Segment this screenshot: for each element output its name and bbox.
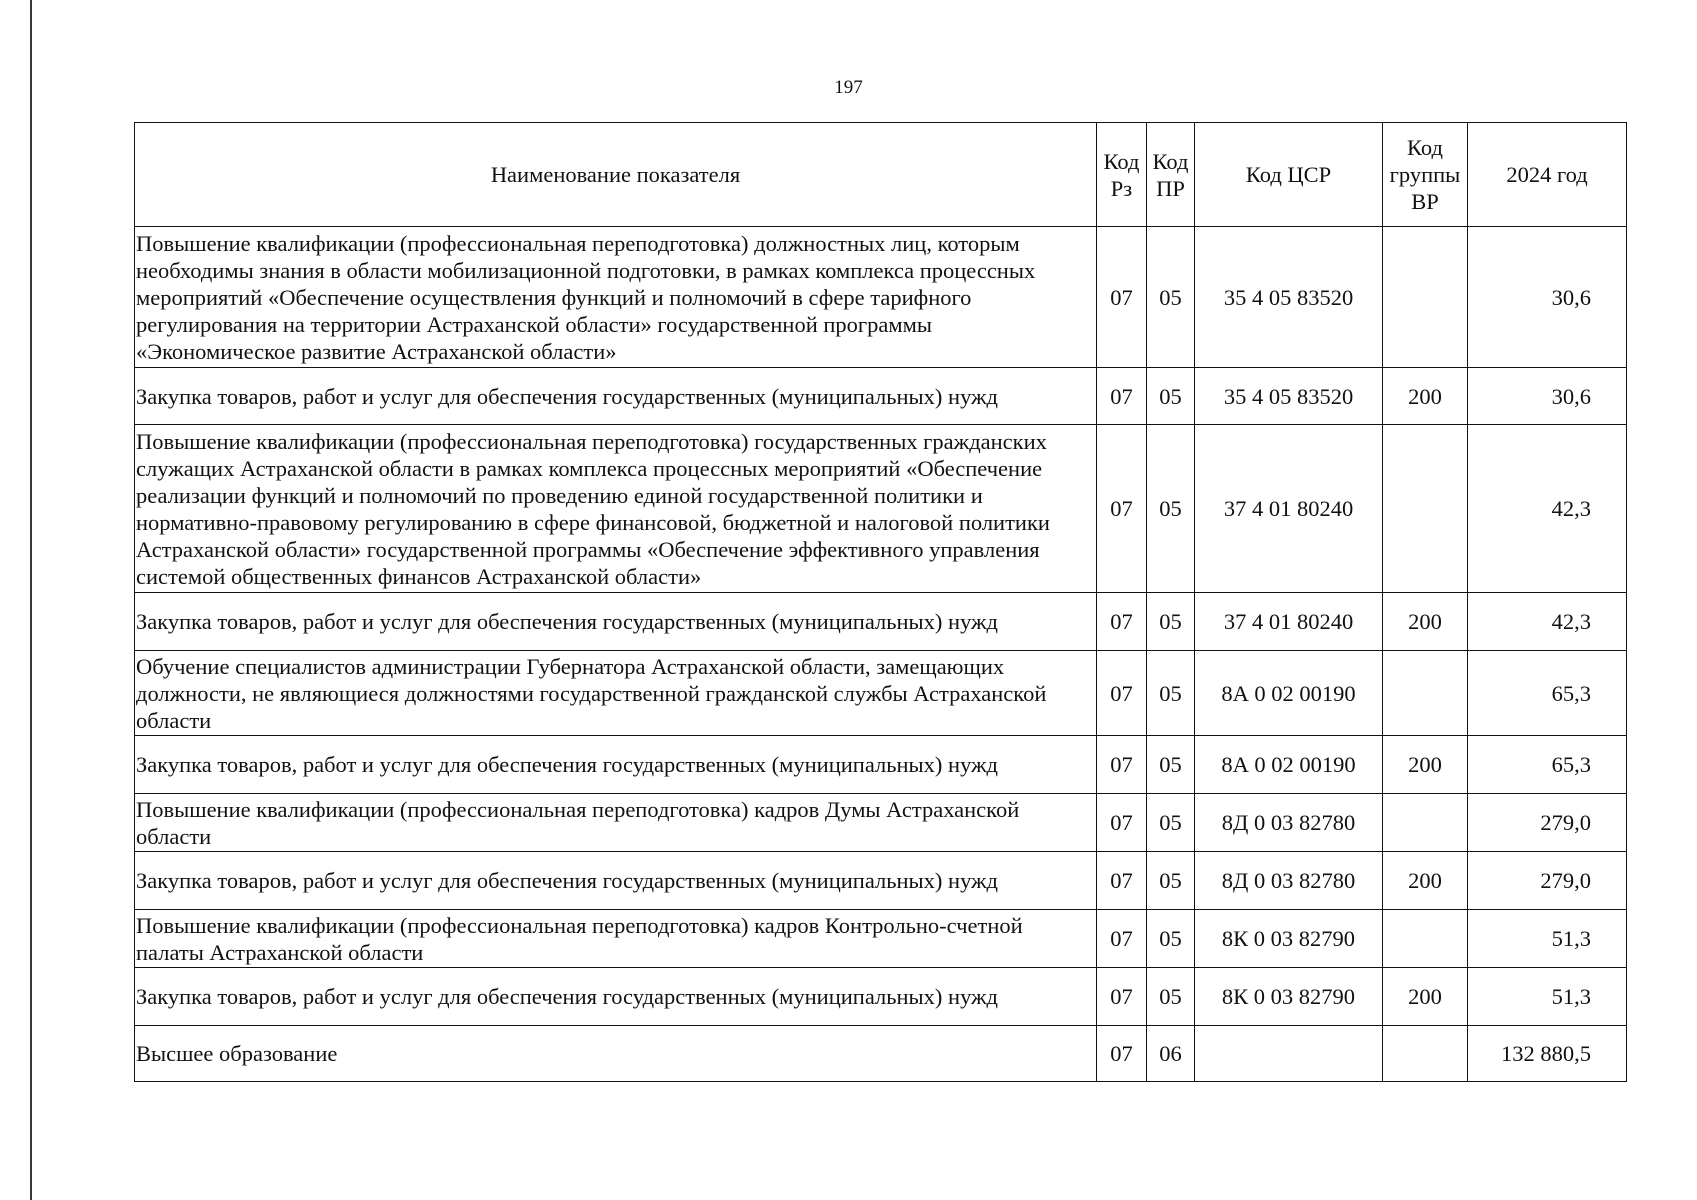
row-pr: 05 bbox=[1147, 910, 1195, 968]
header-year: 2024 год bbox=[1468, 123, 1627, 227]
row-csr: 8А 0 02 00190 bbox=[1195, 651, 1383, 736]
row-value: 279,0 bbox=[1468, 852, 1627, 910]
table-row bbox=[135, 910, 1627, 968]
row-csr: 8Д 0 03 82780 bbox=[1195, 852, 1383, 910]
row-vr: 200 bbox=[1383, 593, 1468, 651]
row-vr bbox=[1383, 910, 1468, 968]
row-name: Повышение квалификации (профессиональная переподготовка) кадров Контрольно-счетной палаты Астраханской области bbox=[135, 910, 1097, 968]
row-rz: 07 bbox=[1097, 368, 1147, 425]
table-row bbox=[135, 651, 1627, 736]
row-value: 65,3 bbox=[1468, 651, 1627, 736]
page-number: 197 bbox=[834, 77, 863, 98]
row-name: Закупка товаров, работ и услуг для обеспечения государственных (муниципальных) нужд bbox=[135, 368, 1097, 425]
table-row bbox=[135, 425, 1627, 593]
row-name: Повышение квалификации (профессиональная переподготовка) должностных лиц, которым необходимы знания в области мобилизационной подготовки, в рамках комплекса процессных мероприятий «Обеспечение осуществления функций и полномочий в сфере тарифного регулирования на территории Астраханской области» государственной программы «Экономическое развитие Астраханской области» bbox=[135, 227, 1097, 368]
table-header-row bbox=[135, 123, 1627, 227]
row-vr: 200 bbox=[1383, 736, 1468, 794]
table-row bbox=[135, 1026, 1627, 1082]
row-vr bbox=[1383, 1026, 1468, 1082]
row-value: 65,3 bbox=[1468, 736, 1627, 794]
budget-table bbox=[134, 122, 1627, 1082]
table-row bbox=[135, 368, 1627, 425]
row-csr: 35 4 05 83520 bbox=[1195, 368, 1383, 425]
row-rz: 07 bbox=[1097, 227, 1147, 368]
row-csr: 8К 0 03 82790 bbox=[1195, 910, 1383, 968]
row-value: 51,3 bbox=[1468, 968, 1627, 1026]
row-name: Повышение квалификации (профессиональная переподготовка) государственных гражданских служащих Астраханской области в рамках комплекса процессных мероприятий «Обеспечение реализации функций и полномочий по проведению единой государственной политики и нормативно-правовому регулированию в сфере финансовой, бюджетной и налоговой политики Астраханской области» государственной программы «Обеспечение эффективного управления системой общественных финансов Астраханской области» bbox=[135, 425, 1097, 593]
row-rz: 07 bbox=[1097, 1026, 1147, 1082]
row-vr: 200 bbox=[1383, 852, 1468, 910]
row-value: 30,6 bbox=[1468, 368, 1627, 425]
row-vr bbox=[1383, 227, 1468, 368]
row-name: Закупка товаров, работ и услуг для обеспечения государственных (муниципальных) нужд bbox=[135, 593, 1097, 651]
table-row bbox=[135, 968, 1627, 1026]
row-value: 30,6 bbox=[1468, 227, 1627, 368]
row-value: 279,0 bbox=[1468, 794, 1627, 852]
row-vr bbox=[1383, 794, 1468, 852]
row-value: 42,3 bbox=[1468, 593, 1627, 651]
row-csr: 37 4 01 80240 bbox=[1195, 593, 1383, 651]
row-csr: 8А 0 02 00190 bbox=[1195, 736, 1383, 794]
row-name: Повышение квалификации (профессиональная переподготовка) кадров Думы Астраханской области bbox=[135, 794, 1097, 852]
header-name: Наименование показателя bbox=[135, 123, 1097, 227]
row-pr: 05 bbox=[1147, 794, 1195, 852]
table-row bbox=[135, 736, 1627, 794]
row-value: 42,3 bbox=[1468, 425, 1627, 593]
header-csr: Код ЦСР bbox=[1195, 123, 1383, 227]
table-row bbox=[135, 593, 1627, 651]
row-pr: 05 bbox=[1147, 651, 1195, 736]
row-pr: 06 bbox=[1147, 1026, 1195, 1082]
row-vr: 200 bbox=[1383, 368, 1468, 425]
row-pr: 05 bbox=[1147, 968, 1195, 1026]
row-rz: 07 bbox=[1097, 794, 1147, 852]
row-csr bbox=[1195, 1026, 1383, 1082]
row-value: 132 880,5 bbox=[1468, 1026, 1627, 1082]
row-rz: 07 bbox=[1097, 852, 1147, 910]
row-pr: 05 bbox=[1147, 852, 1195, 910]
scan-margin-line bbox=[30, 0, 32, 1200]
row-name: Обучение специалистов администрации Губернатора Астраханской области, замещающих должности, не являющиеся должностями государственной гражданской службы Астраханской области bbox=[135, 651, 1097, 736]
table-row bbox=[135, 794, 1627, 852]
header-vr: Код группы ВР bbox=[1383, 123, 1468, 227]
row-name: Высшее образование bbox=[135, 1026, 1097, 1082]
row-name: Закупка товаров, работ и услуг для обеспечения государственных (муниципальных) нужд bbox=[135, 736, 1097, 794]
row-rz: 07 bbox=[1097, 593, 1147, 651]
row-pr: 05 bbox=[1147, 368, 1195, 425]
row-pr: 05 bbox=[1147, 425, 1195, 593]
row-rz: 07 bbox=[1097, 968, 1147, 1026]
row-csr: 37 4 01 80240 bbox=[1195, 425, 1383, 593]
row-rz: 07 bbox=[1097, 651, 1147, 736]
row-pr: 05 bbox=[1147, 593, 1195, 651]
row-csr: 8К 0 03 82790 bbox=[1195, 968, 1383, 1026]
header-pr: Код ПР bbox=[1147, 123, 1195, 227]
row-rz: 07 bbox=[1097, 736, 1147, 794]
table-row bbox=[135, 852, 1627, 910]
row-pr: 05 bbox=[1147, 736, 1195, 794]
row-pr: 05 bbox=[1147, 227, 1195, 368]
row-csr: 8Д 0 03 82780 bbox=[1195, 794, 1383, 852]
row-rz: 07 bbox=[1097, 910, 1147, 968]
row-vr: 200 bbox=[1383, 968, 1468, 1026]
row-vr bbox=[1383, 651, 1468, 736]
row-name: Закупка товаров, работ и услуг для обеспечения государственных (муниципальных) нужд bbox=[135, 852, 1097, 910]
row-value: 51,3 bbox=[1468, 910, 1627, 968]
header-rz: Код Рз bbox=[1097, 123, 1147, 227]
row-csr: 35 4 05 83520 bbox=[1195, 227, 1383, 368]
row-vr bbox=[1383, 425, 1468, 593]
table-row bbox=[135, 227, 1627, 368]
row-rz: 07 bbox=[1097, 425, 1147, 593]
row-name: Закупка товаров, работ и услуг для обеспечения государственных (муниципальных) нужд bbox=[135, 968, 1097, 1026]
